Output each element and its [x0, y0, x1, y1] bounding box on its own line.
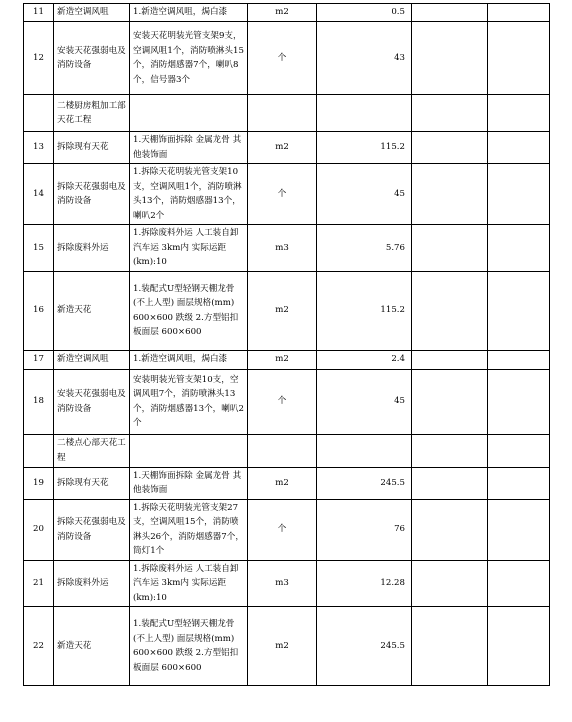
item-number: 17	[24, 350, 54, 369]
item-quantity: 76	[317, 499, 412, 560]
item-unit: m3	[248, 225, 317, 272]
item-quantity: 245.5	[317, 467, 412, 499]
table-row	[24, 22, 550, 95]
item-name: 二楼厨房粗加工部天花工程	[54, 95, 130, 132]
item-number	[24, 434, 54, 467]
item-number: 19	[24, 467, 54, 499]
table-row	[24, 350, 550, 369]
blank-cell-total	[488, 434, 550, 467]
item-unit: 个	[248, 22, 317, 95]
item-number: 18	[24, 369, 54, 434]
item-name: 拆除废料外运	[54, 560, 130, 607]
item-number: 22	[24, 607, 54, 686]
item-number: 11	[24, 4, 54, 22]
item-number: 12	[24, 22, 54, 95]
item-description: 1.天棚饰面拆除 金属龙骨 其他装饰面	[130, 132, 248, 164]
blank-cell-unit-price	[412, 164, 488, 225]
blank-cell-total	[488, 225, 550, 272]
item-description: 1.新造空调风咀，焗白漆	[130, 350, 248, 369]
blank-cell-total	[488, 4, 550, 22]
item-unit: m2	[248, 4, 317, 22]
item-description: 1.拆除天花明装光管支架10支，空调风咀1个，消防喷淋头13个，消防烟感器13个，喇叭2个	[130, 164, 248, 225]
table-row	[24, 467, 550, 499]
table-row	[24, 560, 550, 607]
item-name: 拆除天花强弱电及消防设备	[54, 164, 130, 225]
blank-cell-total	[488, 350, 550, 369]
item-name: 新造天花	[54, 607, 130, 686]
item-quantity: 0.5	[317, 4, 412, 22]
blank-cell-total	[488, 164, 550, 225]
item-quantity: 115.2	[317, 132, 412, 164]
blank-cell-unit-price	[412, 95, 488, 132]
item-description: 1.拆除天花明装光管支架27支，空调风咀15个，消防喷淋头26个，消防烟感器7个，筒灯1个	[130, 499, 248, 560]
blank-cell-unit-price	[412, 22, 488, 95]
item-unit: m2	[248, 607, 317, 686]
blank-cell-total	[488, 22, 550, 95]
blank-cell-unit-price	[412, 225, 488, 272]
item-description: 1.装配式U型轻钢天棚龙骨(不上人型) 面层规格(mm) 600×600 跌级 2.方型铝扣板面层 600×600	[130, 271, 248, 350]
item-description	[130, 434, 248, 467]
item-name: 安装天花强弱电及消防设备	[54, 22, 130, 95]
item-quantity: 43	[317, 22, 412, 95]
item-quantity: 2.4	[317, 350, 412, 369]
blank-cell-total	[488, 560, 550, 607]
item-quantity: 245.5	[317, 607, 412, 686]
item-unit	[248, 95, 317, 132]
table-row	[24, 499, 550, 560]
item-quantity: 12.28	[317, 560, 412, 607]
item-name: 拆除天花强弱电及消防设备	[54, 499, 130, 560]
item-name: 拆除现有天花	[54, 132, 130, 164]
item-number: 13	[24, 132, 54, 164]
item-unit: m3	[248, 560, 317, 607]
item-unit: m2	[248, 350, 317, 369]
blank-cell-unit-price	[412, 467, 488, 499]
item-unit: 个	[248, 499, 317, 560]
blank-cell-total	[488, 132, 550, 164]
item-quantity: 115.2	[317, 271, 412, 350]
item-description: 1.新造空调风咀，焗白漆	[130, 4, 248, 22]
item-number: 21	[24, 560, 54, 607]
item-number: 20	[24, 499, 54, 560]
item-name: 拆除现有天花	[54, 467, 130, 499]
blank-cell-total	[488, 499, 550, 560]
table-row	[24, 607, 550, 686]
blank-cell-unit-price	[412, 434, 488, 467]
item-number: 15	[24, 225, 54, 272]
item-name: 安装天花强弱电及消防设备	[54, 369, 130, 434]
blank-cell-total	[488, 271, 550, 350]
table-row	[24, 369, 550, 434]
item-description: 安装天花明装光管支架9支，空调风咀1个，消防喷淋头15个，消防烟感器7个，喇叭8个，信号器3个	[130, 22, 248, 95]
blank-cell-unit-price	[412, 369, 488, 434]
item-name: 新造空调风咀	[54, 4, 130, 22]
table-row	[24, 271, 550, 350]
item-unit: m2	[248, 467, 317, 499]
item-name: 拆除废料外运	[54, 225, 130, 272]
blank-cell-unit-price	[412, 350, 488, 369]
blank-cell-total	[488, 607, 550, 686]
item-quantity	[317, 434, 412, 467]
table-row	[24, 95, 550, 132]
item-number	[24, 95, 54, 132]
table-row	[24, 132, 550, 164]
blank-cell-unit-price	[412, 4, 488, 22]
table-row	[24, 4, 550, 22]
blank-cell-unit-price	[412, 499, 488, 560]
blank-cell-total	[488, 95, 550, 132]
blank-cell-total	[488, 369, 550, 434]
item-unit: m2	[248, 132, 317, 164]
item-description: 1.拆除废料外运 人工装自卸汽车运 3km内 实际运距(km):10	[130, 560, 248, 607]
item-description: 1.天棚饰面拆除 金属龙骨 其他装饰面	[130, 467, 248, 499]
blank-cell-total	[488, 467, 550, 499]
item-unit: 个	[248, 369, 317, 434]
item-description: 1.拆除废料外运 人工装自卸汽车运 3km内 实际运距(km):10	[130, 225, 248, 272]
blank-cell-unit-price	[412, 607, 488, 686]
item-unit: m2	[248, 271, 317, 350]
item-name: 新造空调风咀	[54, 350, 130, 369]
table-row	[24, 225, 550, 272]
item-description: 安装明装光管支架10支，空调风咀7个，消防喷淋头13个，消防烟感器13个，喇叭2个	[130, 369, 248, 434]
item-quantity	[317, 95, 412, 132]
table-row	[24, 434, 550, 467]
item-name: 新造天花	[54, 271, 130, 350]
item-description: 1.装配式U型轻钢天棚龙骨(不上人型) 面层规格(mm) 600×600 跌级 2.方型铝扣板面层 600×600	[130, 607, 248, 686]
item-number: 14	[24, 164, 54, 225]
item-description	[130, 95, 248, 132]
item-unit	[248, 434, 317, 467]
blank-cell-unit-price	[412, 560, 488, 607]
item-quantity: 45	[317, 369, 412, 434]
item-number: 16	[24, 271, 54, 350]
item-unit: 个	[248, 164, 317, 225]
item-quantity: 5.76	[317, 225, 412, 272]
bill-of-quantities-table	[23, 3, 550, 686]
item-name: 二楼点心部天花工程	[54, 434, 130, 467]
table-body	[24, 4, 550, 686]
item-quantity: 45	[317, 164, 412, 225]
table-row	[24, 164, 550, 225]
blank-cell-unit-price	[412, 132, 488, 164]
blank-cell-unit-price	[412, 271, 488, 350]
